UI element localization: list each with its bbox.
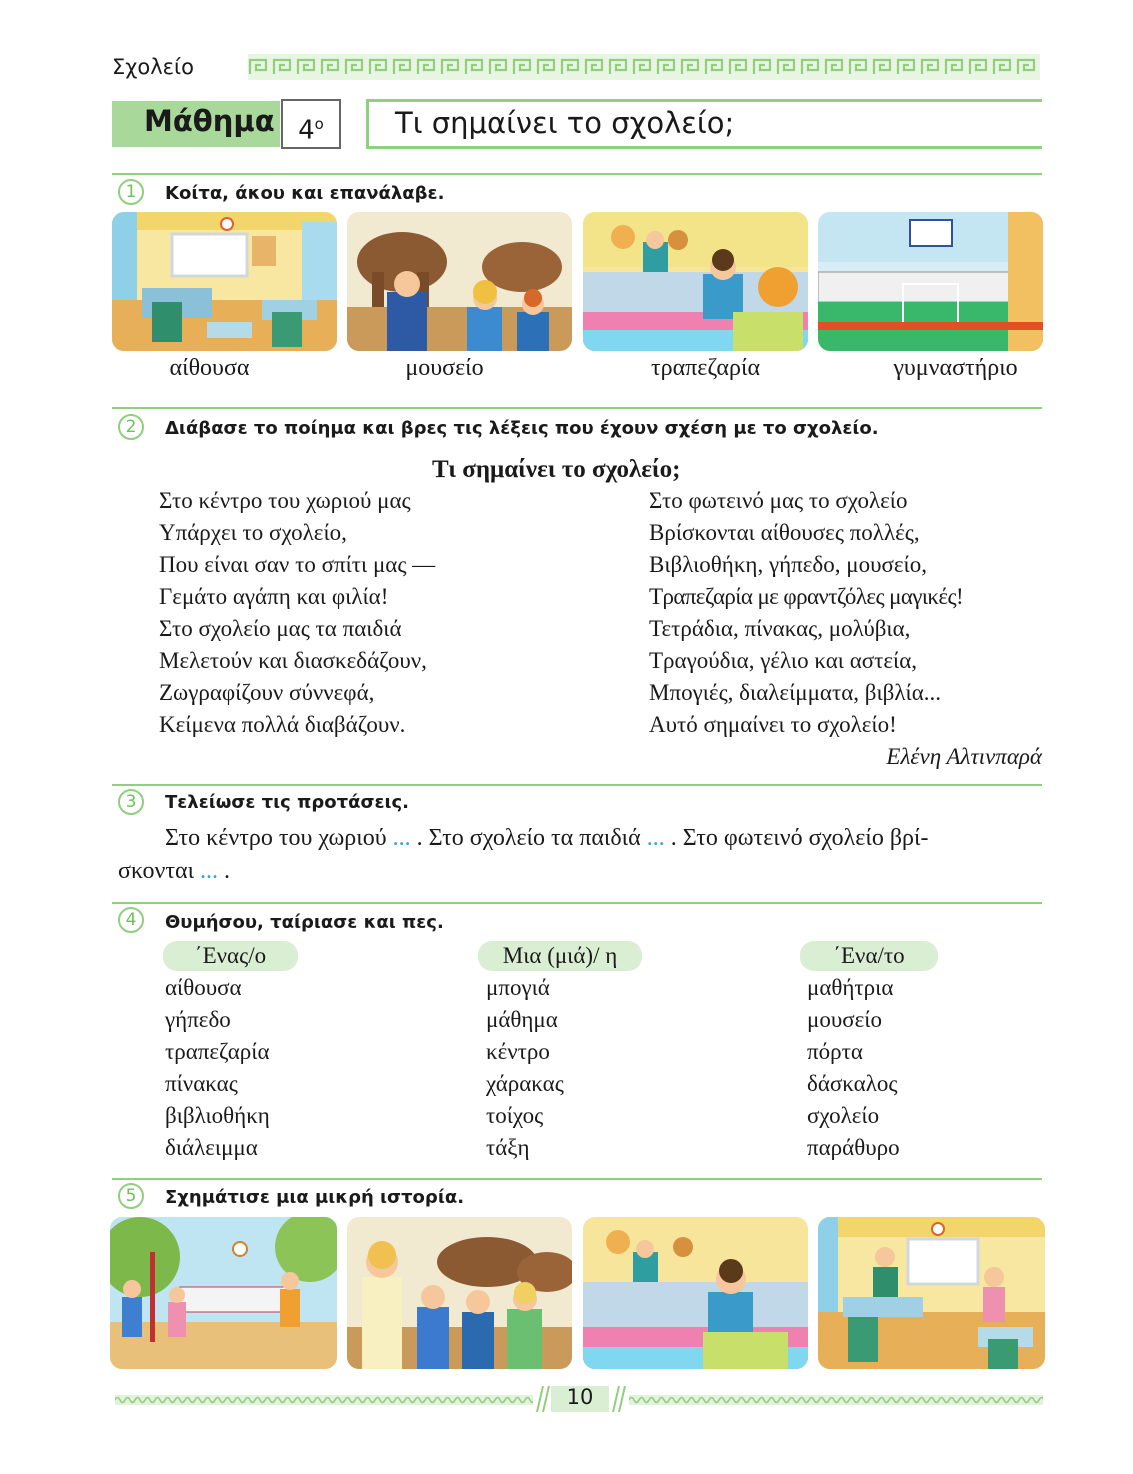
blank-placeholder[interactable]: ...: [200, 858, 219, 884]
poem-line: Μπογιές, διαλείμματα, βιβλία...: [649, 680, 941, 705]
caption: τραπεζαρία: [650, 355, 761, 381]
section-divider: [112, 1178, 1042, 1180]
poem-line: Μελετούν και διασκεδάζουν,: [159, 648, 427, 673]
dining-room-illustration: [583, 212, 808, 351]
exercise-number: 1: [118, 179, 144, 205]
exercise-title: Κοίτα, άκου και επανάλαβε.: [165, 183, 445, 204]
word-item: παράθυρο: [807, 1135, 900, 1160]
classroom-illustration: [112, 212, 337, 351]
poem-line: Στο σχολείο μας τα παιδιά: [159, 616, 402, 641]
word-item: βιβλιοθήκη: [165, 1103, 270, 1128]
exercise-number: 3: [118, 789, 144, 815]
poem-line: Στο κέντρο του χωριού μας: [159, 488, 411, 513]
word-item: γήπεδο: [165, 1007, 231, 1032]
word-column-2: [486, 972, 564, 1164]
exercise-title: Θυμήσου, ταίριασε και πες.: [165, 912, 444, 933]
poem-line: Γεμάτο αγάπη και φιλία!: [159, 584, 389, 609]
footer-ornament-left: [115, 1393, 533, 1407]
playground-volleyball-illustration: [110, 1217, 337, 1369]
poem-right-column: [649, 485, 963, 741]
section-divider: [112, 784, 1042, 786]
sentence-line: σκονται ... .: [118, 858, 231, 884]
caption: αίθουσα: [169, 355, 250, 381]
meander-border: [248, 54, 1040, 80]
word-item: αίθουσα: [165, 975, 242, 1000]
caption: γυμναστήριο: [893, 355, 1018, 381]
word-item: μπογιά: [486, 975, 550, 1000]
word-item: τραπεζαρία: [165, 1039, 270, 1064]
museum-illustration: [347, 212, 572, 351]
exercise-number: 5: [118, 1183, 144, 1209]
section-divider: [112, 902, 1042, 904]
word-item: μουσείο: [807, 1007, 882, 1032]
lesson-word: Μάθημα: [144, 104, 275, 138]
poem-line: Τραπεζαρία με φραντζόλες μαγικές!: [649, 584, 964, 609]
section-label: Σχολείο: [112, 55, 194, 79]
word-item: μαθήτρια: [807, 975, 894, 1000]
poem-line: Τετράδια, πίνακας, μολύβια,: [649, 616, 911, 641]
poem-line: Στο φωτεινό μας το σχολείο: [649, 488, 908, 513]
lesson-number: $4^o$: [281, 99, 341, 149]
classroom-students-illustration: [818, 1217, 1045, 1369]
word-item: κέντρο: [486, 1039, 550, 1064]
dining-room-boy-illustration: [583, 1217, 808, 1369]
article-tag-neuter: ΄Ενα/το: [800, 941, 938, 971]
article-tag-masculine: ΄Ενας/ο: [163, 941, 298, 971]
exercise-number: 4: [118, 907, 144, 933]
poem-line: Αυτό σημαίνει το σχολείο!: [649, 712, 897, 737]
blank-placeholder[interactable]: ...: [646, 825, 665, 851]
poem-line: Ζωγραφίζουν σύννεφά,: [159, 680, 375, 705]
poem-line: Βρίσκονται αίθουσες πολλές,: [649, 520, 920, 545]
section-divider: [112, 407, 1042, 409]
word-column-3: [807, 972, 900, 1164]
poem-line: Τραγούδια, γέλιο και αστεία,: [649, 648, 918, 673]
word-item: πόρτα: [807, 1039, 863, 1064]
word-item: δάσκαλος: [807, 1071, 898, 1096]
article-tag-feminine: Μια (μιά)/ η: [478, 941, 642, 971]
poem-line: Υπάρχει το σχολείο,: [159, 520, 347, 545]
poem-left-column: [159, 485, 435, 741]
word-column-1: [165, 972, 270, 1164]
lesson-title: Τι σημαίνει το σχολείο;: [395, 106, 735, 140]
exercise-title: Σχημάτισε μια μικρή ιστορία.: [165, 1187, 465, 1208]
word-item: διάλειμμα: [165, 1135, 258, 1160]
word-item: χάρακας: [486, 1071, 564, 1096]
poem-author: Ελένη Αλτινπαρά: [886, 744, 1042, 769]
word-item: πίνακας: [165, 1071, 238, 1096]
footer-ornament-right: [629, 1393, 1043, 1407]
word-item: τάξη: [486, 1135, 530, 1160]
word-item: μάθημα: [486, 1007, 558, 1032]
poem-line: Βιβλιοθήκη, γήπεδο, μουσείο,: [649, 552, 927, 577]
poem-line: Κείμενα πολλά διαβάζουν.: [159, 712, 406, 737]
caption: μουσείο: [405, 355, 484, 381]
exercise-title: Διάβασε το ποίημα και βρες τις λέξεις που έχουν σχέση με το σχολείο.: [165, 418, 879, 439]
word-item: σχολείο: [807, 1103, 880, 1128]
gym-illustration: [818, 212, 1043, 351]
museum-group-illustration: [347, 1217, 572, 1369]
sentence-line: Στο κέντρο του χωριού ... . Στο σχολείο τα παιδιά ... . Στο φωτεινό σχολείο βρί-: [165, 825, 929, 851]
exercise-number: 2: [118, 414, 144, 440]
poem-title: Τι σημαίνει το σχολείο;: [432, 456, 681, 483]
page-number: 10: [566, 1385, 594, 1409]
poem-line: Που είναι σαν το σπίτι μας —: [159, 552, 436, 577]
section-divider: [112, 173, 1042, 175]
blank-placeholder[interactable]: ...: [392, 825, 411, 851]
word-item: τοίχος: [486, 1103, 544, 1128]
exercise-title: Τελείωσε τις προτάσεις.: [165, 792, 410, 813]
